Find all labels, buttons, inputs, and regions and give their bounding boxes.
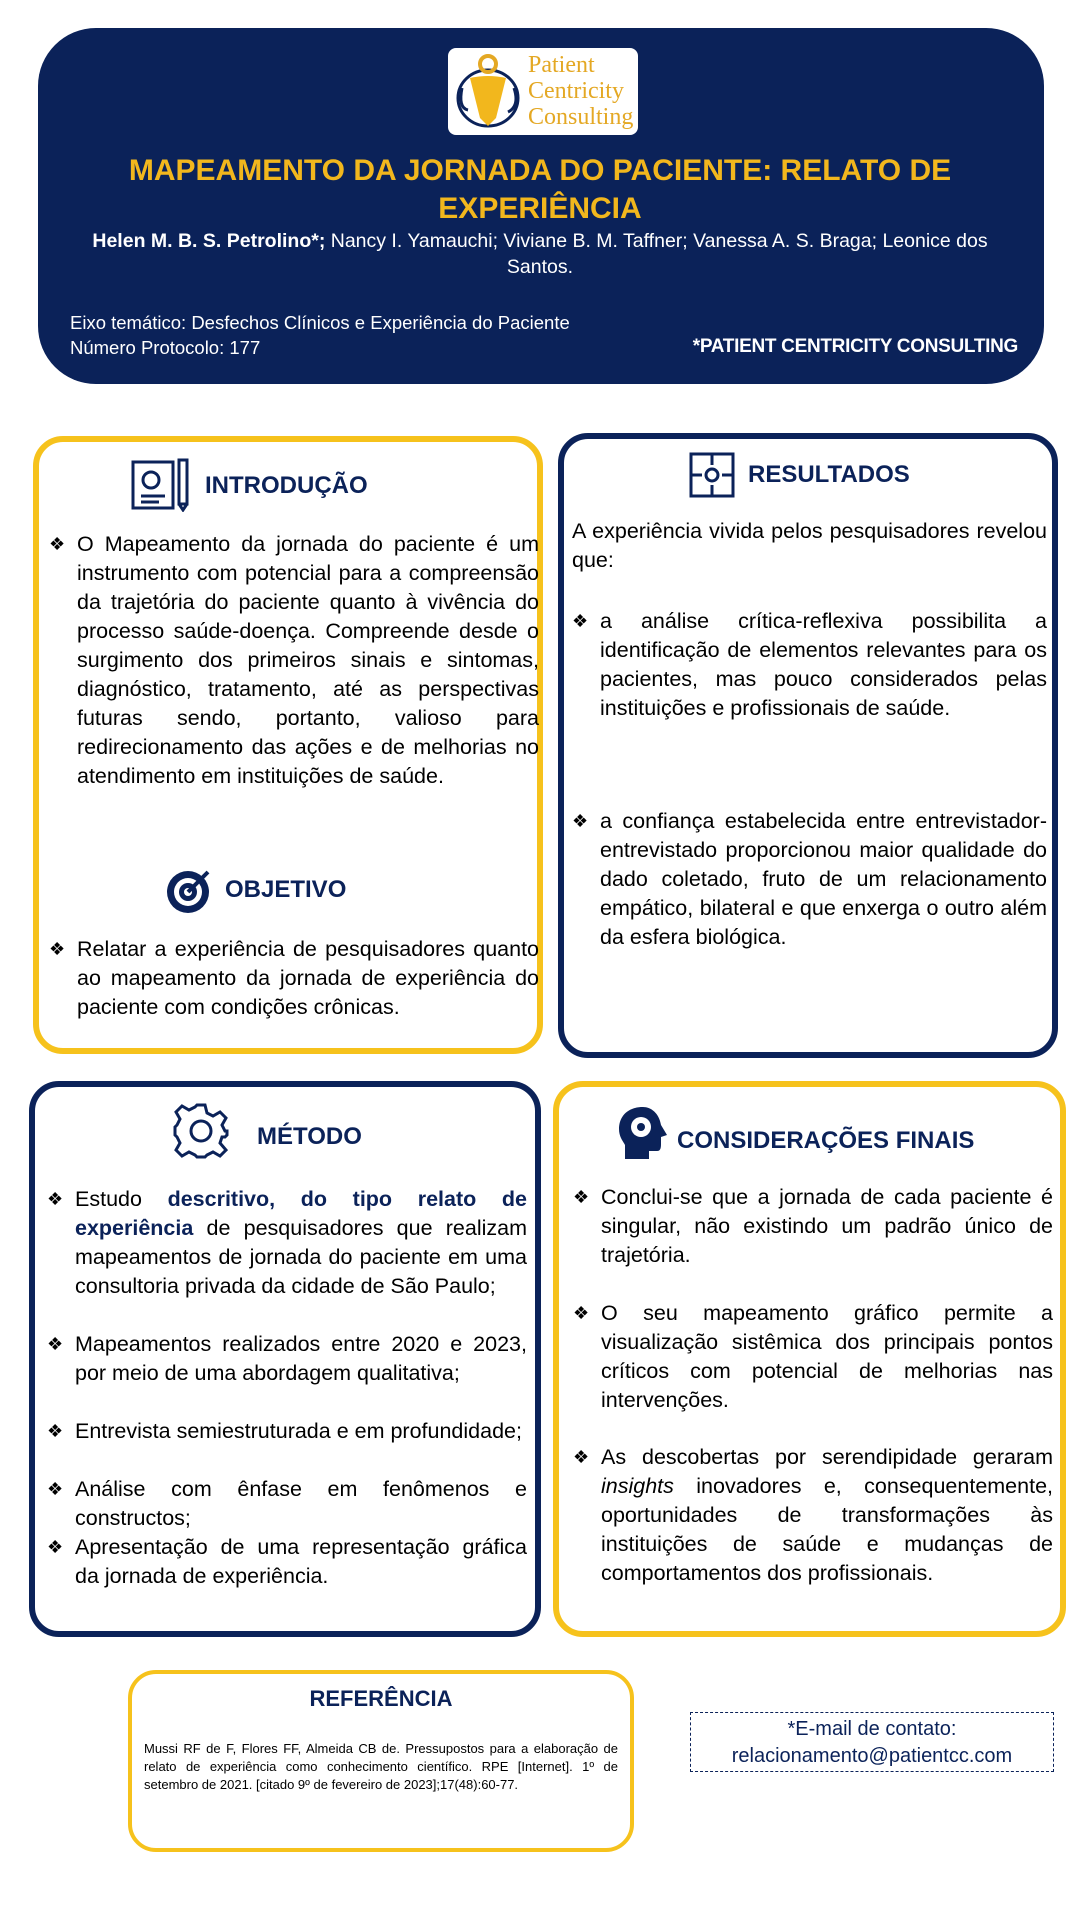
bullet-marker: ❖ (573, 1447, 590, 1467)
bullet-text: As descobertas por serendipidade geraram (601, 1445, 1053, 1469)
resultados-bullet (572, 607, 1047, 723)
head-gear-icon (617, 1105, 669, 1161)
bullet-marker: ❖ (47, 1334, 64, 1354)
metodo-bullet (47, 1533, 527, 1591)
referencia-panel (128, 1670, 634, 1852)
bullet-marker: ❖ (47, 1537, 64, 1557)
bullet-text: de pesquisadores que realizam mapeamentos de jornada do paciente em uma consultoria privada da cidade de São Paulo; (75, 1216, 527, 1298)
bullet-text: O Mapeamento da jornada do paciente é um instrumento com potencial para a compreensão da trajetória do paciente quanto à vivência do processo saúde-doença. Compreende desde o surgimento dos primeiros sinais e sintomas, diagnóstico, tratamento, até as perspectivas futuras sendo, portanto, valioso para redirecionamento das ações e de melhorias no atendimento em instituições de saúde. (77, 532, 539, 788)
metodo-bullet (47, 1475, 527, 1533)
company-name: *PATIENT CENTRICITY CONSULTING (692, 336, 1018, 357)
contact-label: *E-mail de contato: (787, 1718, 957, 1740)
logo-line: Consulting (528, 104, 634, 130)
objetivo-bullet (49, 935, 539, 1022)
metodo-heading: MÉTODO (257, 1123, 362, 1150)
poster-title: MAPEAMENTO DA JORNADA DO PACIENTE: RELATO DE EXPERIÊNCIA (128, 154, 952, 225)
bullet-marker: ❖ (49, 939, 66, 959)
bullet-text: Análise com ênfase em fenômenos e constructos; (75, 1477, 527, 1530)
bullet-text: O seu mapeamento gráfico permite a visualização sistêmica dos principais pontos críticos com potencial de melhorias nas intervenções. (601, 1301, 1053, 1412)
consideracoes-heading: CONSIDERAÇÕES FINAIS (677, 1127, 975, 1154)
puzzle-icon (688, 451, 736, 499)
co-authors: Nancy I. Yamauchi; Viviane B. M. Taffner; Vanessa A. S. Braga; Leonice dos Santos. (325, 230, 988, 278)
bullet-marker: ❖ (572, 611, 589, 631)
consideracoes-bullet (573, 1299, 1053, 1415)
resultados-intro: A experiência vivida pelos pesquisadores revelou que: (572, 519, 1047, 572)
bullet-text: Apresentação de uma representação gráfica da jornada de experiência. (75, 1535, 527, 1588)
metodo-panel (29, 1081, 541, 1637)
bullet-italic: insights (601, 1474, 674, 1498)
bullet-text: inovadores e, consequentemente, oportunidades de transformações às instituições de saúde e mudanças de comportamentos dos profissionais. (601, 1474, 1053, 1585)
introducao-panel (33, 436, 543, 1054)
contact-email[interactable]: relacionamento@patientcc.com (731, 1745, 1013, 1767)
company-logo (448, 48, 638, 135)
consideracoes-bullet (573, 1443, 1053, 1588)
bullet-text: Conclui-se que a jornada de cada paciente é singular, não existindo um padrão único de trajetória. (601, 1185, 1053, 1267)
introducao-bullet (49, 530, 539, 791)
consideracoes-bullet (573, 1183, 1053, 1270)
bullet-marker: ❖ (47, 1479, 64, 1499)
authors (60, 228, 1020, 280)
referencia-heading: REFERÊNCIA (309, 1686, 453, 1711)
consideracoes-panel (553, 1081, 1066, 1637)
bullet-marker: ❖ (572, 811, 589, 831)
bullet-emphasis: descritivo, do tipo relato de experiência (75, 1187, 527, 1240)
metodo-bullet (47, 1185, 527, 1301)
metodo-bullet (47, 1330, 527, 1388)
bullet-text: Estudo (75, 1187, 168, 1211)
main-author: Helen M. B. S. Petrolino*; (92, 230, 326, 252)
theme-info (70, 310, 570, 360)
objetivo-heading: OBJETIVO (225, 876, 347, 903)
eixo-tematico: Eixo temático: Desfechos Clínicos e Experiência do Paciente (70, 312, 570, 333)
resultados-heading: RESULTADOS (748, 461, 910, 488)
target-icon (164, 866, 214, 916)
document-icon (129, 456, 191, 512)
bullet-marker: ❖ (47, 1421, 64, 1441)
bullet-marker: ❖ (47, 1189, 64, 1209)
introducao-heading: INTRODUÇÃO (205, 472, 368, 499)
bullet-text: Mapeamentos realizados entre 2020 e 2023, por meio de uma abordagem qualitativa; (75, 1332, 527, 1385)
bullet-text: Entrevista semiestruturada e em profundidade; (75, 1419, 522, 1443)
bullet-text: Relatar a experiência de pesquisadores quanto ao mapeamento da jornada de experiência do paciente com condições crônicas. (77, 937, 539, 1019)
referencia-text: Mussi RF de F, Flores FF, Almeida CB de. Pressupostos para a elaboração de relato de experiência como conhecimento científico. RPE [Internet]. 1º de setembro de 2021. [citado 9º de fevereiro de 2023];17(48):60-77. (144, 1741, 618, 1792)
metodo-bullet (47, 1417, 527, 1446)
logo-line: Patient (528, 52, 595, 78)
bullet-marker: ❖ (49, 534, 66, 554)
resultados-panel (558, 433, 1058, 1058)
bullet-marker: ❖ (573, 1303, 590, 1323)
resultados-bullet (572, 807, 1047, 952)
patient-figure-icon (448, 48, 528, 135)
bullet-text: a análise crítica-reflexiva possibilita a identificação de elementos relevantes para os pacientes, mas pouco considerados pelas instituições e profissionais de saúde. (600, 609, 1047, 720)
contact-box (690, 1712, 1054, 1772)
bullet-text: a confiança estabelecida entre entrevistador-entrevistado proporcionou maior qualidade do dado coletado, fruto de um relacionamento empático, bilateral e que enxerga o outro além da esfera biológica. (600, 809, 1047, 949)
protocol-number: Número Protocolo: 177 (70, 337, 261, 358)
logo-line: Centricity (528, 78, 624, 104)
bullet-marker: ❖ (573, 1187, 590, 1207)
gear-icon (171, 1101, 231, 1161)
